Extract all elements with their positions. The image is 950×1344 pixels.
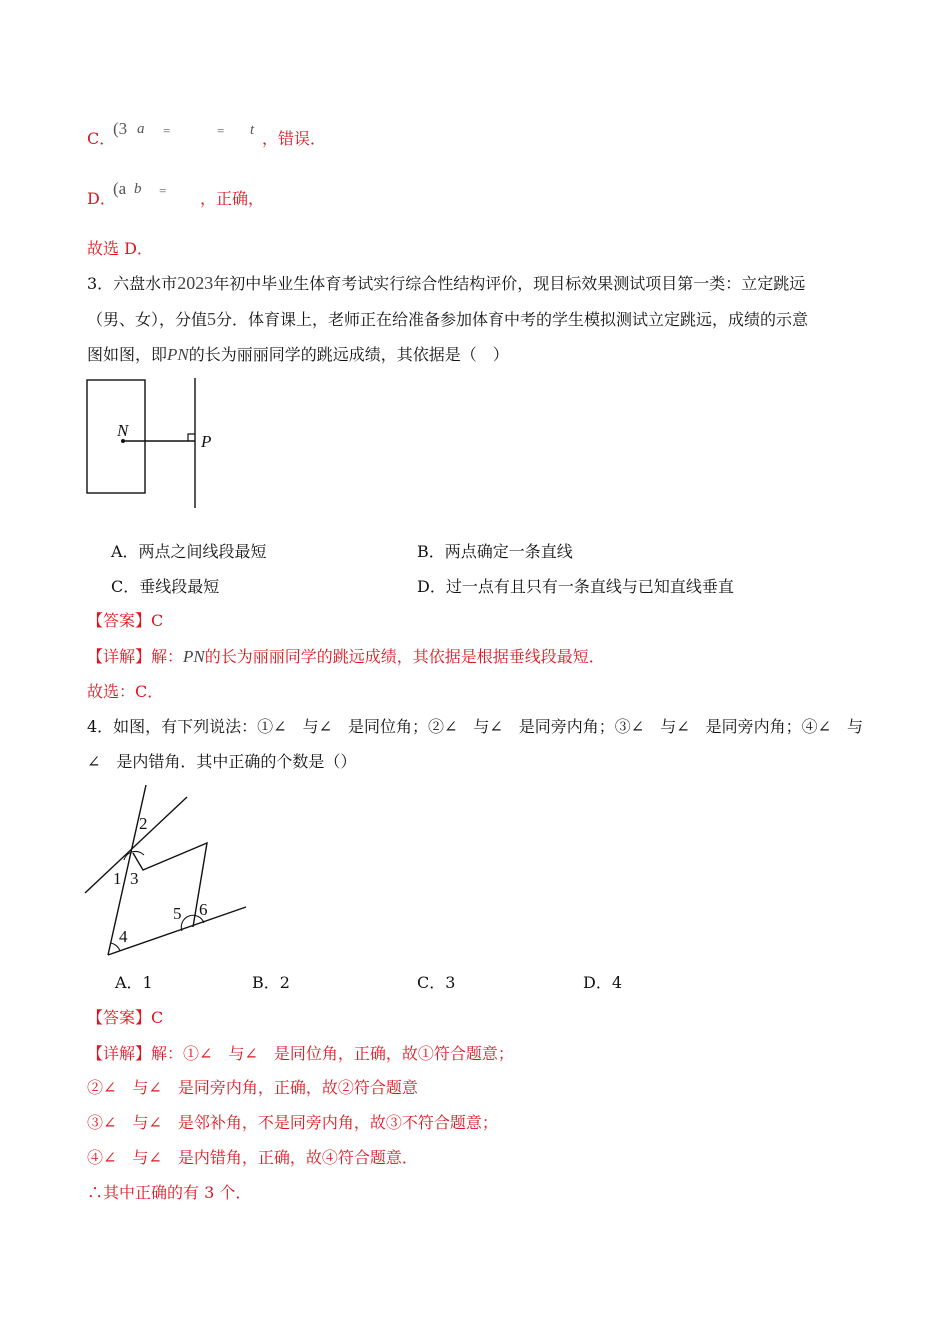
- option-d-label: D．: [87, 189, 116, 208]
- angle-label-4: 4: [119, 927, 128, 946]
- q4-line-1: 4．如图，有下列说法：①∠ 与∠ 是同位角；②∠ 与∠ 是同旁内角；③∠ 与∠ 是同旁内角；④∠ 与: [87, 717, 864, 736]
- option-c-expression: [113, 119, 263, 147]
- option-d-verdict: ，正确，: [200, 189, 265, 208]
- expr-paren-3: (3: [113, 119, 128, 138]
- q3-option-a[interactable]: A．两点之间线段最短: [111, 542, 267, 561]
- q4-option-a[interactable]: A．1: [115, 973, 153, 992]
- q3-option-c[interactable]: C．垂线段最短: [111, 577, 220, 596]
- q3-line-1-a: 3．六盘水市: [87, 274, 178, 293]
- q4-detail-4: ④∠ 与∠ 是内错角，正确，故④符合题意．: [87, 1148, 418, 1167]
- q3-line-2: [87, 309, 808, 330]
- q3-score: 5: [207, 309, 217, 329]
- option-c-verdict: ，错误．: [262, 129, 327, 148]
- expr-b: b: [134, 181, 142, 197]
- q3-option-b[interactable]: B．两点确定一条直线: [417, 542, 573, 561]
- q3-figure: [80, 375, 230, 515]
- q3-year: 2023: [177, 273, 214, 293]
- q4-option-d[interactable]: D．4: [583, 973, 623, 992]
- q3-detail-head: 【详解】解：: [87, 647, 184, 666]
- expr-eq-2: =: [217, 123, 225, 138]
- q4-line-2: ∠ 是内错角．其中正确的个数是（）: [87, 752, 357, 771]
- q3-line-2-b: 分．体育课上，老师正在给准备参加体育中考的学生模拟测试立定跳远，成绩的示意: [216, 310, 809, 329]
- q3-line-3-b: 的长为丽丽同学的跳远成绩，其依据是（ ）: [188, 345, 509, 364]
- expr-a: a: [137, 121, 145, 137]
- q4-option-c[interactable]: C．3: [417, 973, 456, 992]
- q3-line-2-a: （男、女），分值: [87, 310, 208, 329]
- angle-label-5: 5: [173, 904, 182, 923]
- angle-label-2: 2: [139, 814, 148, 833]
- q3-answer: 【答案】C: [87, 611, 164, 630]
- angle-label-1: 1: [113, 869, 122, 888]
- q3-line-3: [87, 345, 509, 365]
- sandpit-rect: [87, 380, 145, 493]
- expr-eq-1: =: [163, 123, 171, 138]
- right-angle-mark: [188, 434, 195, 441]
- q3-option-d[interactable]: D．过一点有且只有一条直线与已知直线垂直: [417, 577, 734, 596]
- q4-detail-2: ②∠ 与∠ 是同旁内角，正确，故②符合题意: [87, 1078, 418, 1097]
- q4-option-b[interactable]: B．2: [252, 973, 290, 992]
- option-c-row: [87, 129, 115, 149]
- q3-detail: [87, 647, 605, 667]
- q4-conclusion: ∴其中正确的有 3 个．: [87, 1183, 252, 1202]
- q4-detail-1: 【详解】解：①∠ 与∠ 是同位角，正确，故①符合题意；: [87, 1044, 514, 1063]
- q3-line-1-b: 年初中毕业生体育考试实行综合性结构评价，现目标效果测试项目第一类：立定跳远: [213, 274, 806, 293]
- q3-line-1: [87, 273, 805, 294]
- label-n: N: [117, 421, 129, 440]
- option-c-label: C．: [87, 129, 116, 148]
- label-p: P: [201, 432, 212, 451]
- expr-t: t: [250, 122, 255, 138]
- q3-pn: PN: [167, 345, 189, 364]
- prev-choice: 故选 D．: [87, 239, 153, 258]
- q4-figure: [80, 785, 255, 960]
- option-d-expression: [113, 179, 203, 207]
- q3-detail-pn: PN: [183, 647, 205, 666]
- expr-paren-a: (a: [113, 179, 127, 198]
- expr-eq: =: [159, 183, 167, 198]
- q3-detail-body: 的长为丽丽同学的跳远成绩，其依据是根据垂线段最短．: [204, 647, 605, 666]
- q4-detail-3: ③∠ 与∠ 是邻补角，不是同旁内角，故③不符合题意；: [87, 1113, 498, 1132]
- q4-answer: 【答案】C: [87, 1008, 164, 1027]
- q3-line-3-a: 图如图，即: [87, 345, 168, 364]
- angle-label-3: 3: [130, 869, 139, 888]
- broken-path: [133, 843, 207, 927]
- q3-choice: 故选：C．: [87, 682, 164, 701]
- angle-label-6: 6: [199, 900, 208, 919]
